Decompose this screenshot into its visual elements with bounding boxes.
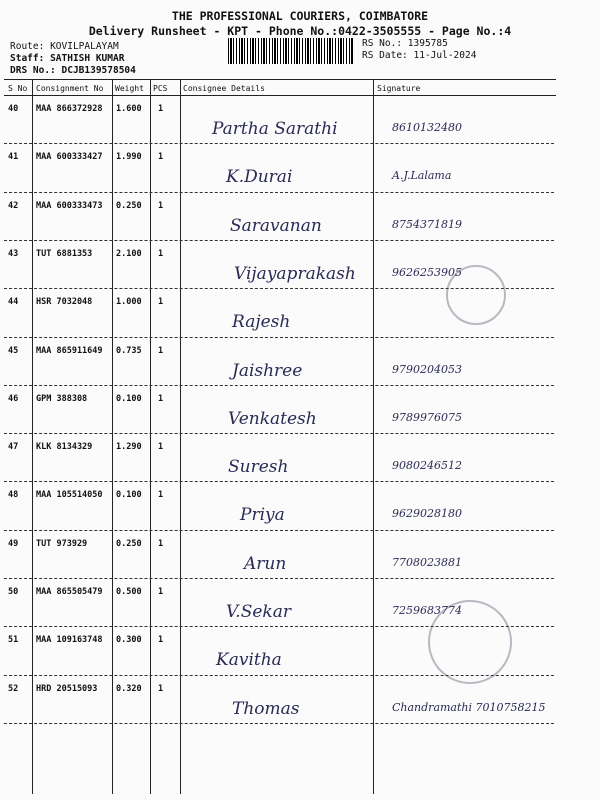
row-weight: 0.100 xyxy=(116,393,142,404)
row-signature: 9789976075 xyxy=(392,410,462,424)
row-signature: Chandramathi 7010758215 xyxy=(392,700,546,714)
row-pcs: 1 xyxy=(158,152,164,163)
row-pcs: 1 xyxy=(158,538,164,549)
route-line xyxy=(10,41,119,52)
rs-date-value: 11-Jul-2024 xyxy=(413,50,477,61)
row-pcs: 1 xyxy=(158,393,164,404)
row-consignment-no: MAA 865911649 xyxy=(36,345,103,356)
row-weight: 0.500 xyxy=(116,587,142,597)
row-weight: 0.250 xyxy=(116,200,142,211)
row-pcs: 1 xyxy=(158,587,164,597)
staff-label: Staff: xyxy=(10,53,45,64)
rs-date-line xyxy=(362,50,476,61)
row-consignee-name: V.Sekar xyxy=(226,602,291,622)
row-consignment-no: GPM 388308 xyxy=(36,393,88,404)
row-weight: 1.290 xyxy=(116,442,142,453)
row-consignee-name: Rajesh xyxy=(232,312,291,333)
row-divider xyxy=(4,578,554,579)
col-head-sno: S No xyxy=(8,84,28,93)
row-consignee-name: Venkatesh xyxy=(228,408,317,429)
row-weight: 0.320 xyxy=(116,683,142,694)
row-weight: 0.250 xyxy=(116,538,142,549)
row-divider xyxy=(4,143,554,144)
drs-label: DRS No.: xyxy=(10,65,56,76)
row-consignment-no: TUT 6881353 xyxy=(36,248,93,259)
row-consignment-no: MAA 600333427 xyxy=(36,152,103,163)
row-signature: 9626253905 xyxy=(392,265,462,279)
header-rule-bottom xyxy=(4,95,556,96)
barcode xyxy=(228,38,354,64)
row-sno: 47 xyxy=(8,442,19,453)
row-weight: 1.990 xyxy=(116,152,142,163)
route-label: Route: xyxy=(10,41,45,52)
row-pcs: 1 xyxy=(158,104,164,114)
row-pcs: 1 xyxy=(158,345,164,356)
row-signature: 8754371819 xyxy=(392,217,462,231)
row-consignment-no: TUT 973929 xyxy=(36,538,88,549)
row-pcs: 1 xyxy=(158,683,164,694)
staff-value: SATHISH KUMAR xyxy=(50,53,125,64)
row-divider xyxy=(4,723,554,724)
row-signature: 7259683774 xyxy=(392,604,462,617)
row-pcs: 1 xyxy=(158,297,164,308)
row-sno: 45 xyxy=(8,345,19,356)
row-divider xyxy=(4,192,554,193)
row-sno: 41 xyxy=(8,152,19,163)
row-signature: 9790204053 xyxy=(392,362,462,376)
col-divider-5 xyxy=(373,79,374,794)
row-consignment-no: MAA 109163748 xyxy=(36,635,103,646)
row-divider xyxy=(4,337,554,338)
row-weight: 0.735 xyxy=(116,345,142,356)
row-divider xyxy=(4,433,554,434)
row-pcs: 1 xyxy=(158,490,164,501)
row-divider xyxy=(4,481,554,482)
row-sno: 50 xyxy=(8,587,19,597)
row-pcs: 1 xyxy=(158,635,164,646)
row-consignment-no: MAA 866372928 xyxy=(36,104,103,114)
row-weight: 0.100 xyxy=(116,490,142,501)
row-sno: 44 xyxy=(8,297,19,308)
row-consignee-name: Suresh xyxy=(228,457,289,478)
row-signature: 9629028180 xyxy=(392,507,462,521)
row-sno: 40 xyxy=(8,104,19,114)
company-title: THE PROFESSIONAL COURIERS, COIMBATORE xyxy=(171,9,429,23)
rs-date-label: RS Date: xyxy=(362,50,408,61)
row-consignment-no: MAA 865505479 xyxy=(36,587,103,597)
row-sno: 49 xyxy=(8,538,19,549)
row-consignment-no: KLK 8134329 xyxy=(36,442,93,453)
staff-line xyxy=(10,53,124,64)
row-consignment-no: HSR 7032048 xyxy=(36,297,93,308)
row-consignee-name: K.Durai xyxy=(226,167,293,188)
row-signature: 9080246512 xyxy=(392,459,462,473)
col-head-consignee: Consignee Details xyxy=(183,84,265,93)
col-head-signature: Signature xyxy=(377,84,421,93)
rs-no-line xyxy=(362,38,448,49)
runsheet-subtitle: Delivery Runsheet - KPT - Phone No.:0422-3505555 - Page No.:4 xyxy=(88,24,512,38)
row-consignee-name: Saravanan xyxy=(230,215,322,236)
row-weight: 1.600 xyxy=(116,104,142,114)
row-consignment-no: MAA 105514050 xyxy=(36,490,103,501)
row-consignee-name: Arun xyxy=(244,553,287,574)
row-weight: 2.100 xyxy=(116,248,142,259)
row-signature: A.J.Lalama xyxy=(392,169,452,183)
rs-no-value: 1395785 xyxy=(407,38,448,49)
row-signature: 7708023881 xyxy=(392,555,462,569)
row-consignee-name: Vijayaprakash xyxy=(234,263,356,284)
row-divider xyxy=(4,240,554,241)
row-consignee-name: Jaishree xyxy=(232,360,303,381)
row-sno: 43 xyxy=(8,248,19,259)
row-consignee-name: Kavitha xyxy=(216,650,282,671)
route-value: KOVILPALAYAM xyxy=(50,41,119,52)
row-signature: 8610132480 xyxy=(392,121,462,134)
row-pcs: 1 xyxy=(158,442,164,453)
row-sno: 51 xyxy=(8,635,19,646)
row-consignment-no: HRD 20515093 xyxy=(36,683,98,694)
row-weight: 0.300 xyxy=(116,635,142,646)
row-sno: 48 xyxy=(8,490,19,501)
col-divider-4 xyxy=(180,79,181,794)
row-pcs: 1 xyxy=(158,200,164,211)
row-pcs: 1 xyxy=(158,248,164,259)
row-consignee-name: Thomas xyxy=(232,698,300,719)
header-rule-top xyxy=(4,79,556,80)
col-divider-1 xyxy=(32,79,33,794)
drs-line xyxy=(10,65,136,76)
row-weight: 1.000 xyxy=(116,297,142,308)
row-sno: 52 xyxy=(8,683,19,694)
drs-value: DCJB139578504 xyxy=(61,65,136,76)
col-divider-3 xyxy=(150,79,151,794)
row-consignment-no: MAA 600333473 xyxy=(36,200,103,211)
row-divider xyxy=(4,385,554,386)
col-head-weight: Weight xyxy=(115,84,144,93)
courier-stamp-top xyxy=(446,265,506,325)
row-divider xyxy=(4,530,554,531)
col-divider-2 xyxy=(112,79,113,794)
row-sno: 42 xyxy=(8,200,19,211)
row-sno: 46 xyxy=(8,393,19,404)
courier-stamp-bottom xyxy=(428,600,512,684)
rs-no-label: RS No.: xyxy=(362,38,403,49)
row-consignee-name: Partha Sarathi xyxy=(212,119,338,139)
row-consignee-name: Priya xyxy=(240,505,285,526)
col-head-consignment: Consignment No xyxy=(36,84,104,93)
col-head-pcs: PCS xyxy=(153,84,168,93)
